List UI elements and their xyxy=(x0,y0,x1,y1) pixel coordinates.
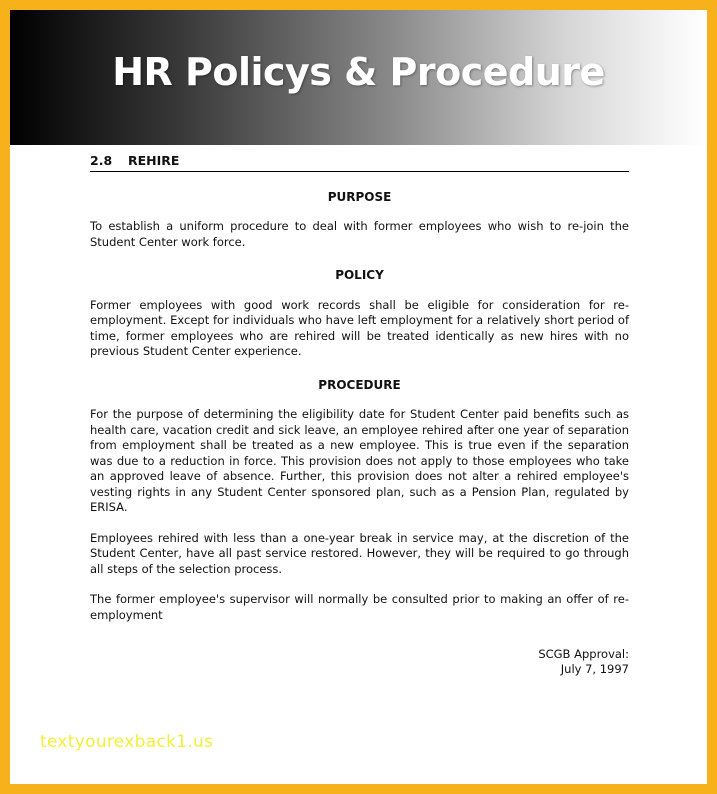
section-number: 2.8 xyxy=(90,153,113,168)
section-title: REHIRE xyxy=(128,153,180,168)
policy-text: Former employees with good work records shall be eligible for consideration for re-employment. Except for individuals who have left employment for a relatively short period of time, former employees who are rehired will be treated identically as new hires with no previous Student Center experience. xyxy=(90,297,629,358)
purpose-heading: PURPOSE xyxy=(327,189,392,204)
approval-label: SCGB Approval: xyxy=(538,647,629,661)
section-heading xyxy=(90,153,629,172)
procedure-paragraph-3: The former employee's supervisor will normally be consulted prior to making an offer of re-employment xyxy=(90,592,629,622)
approval-block xyxy=(90,647,629,677)
procedure-paragraph-2: Employees rehired with less than a one-year break in service may, at the discretion of the Student Center, have all past service restored. However, they will be required to go through all steps of the selection process. xyxy=(90,530,629,576)
approval-date: July 7, 1997 xyxy=(560,662,629,676)
procedure-paragraph-1: For the purpose of determining the eligibility date for Student Center paid benefits such as health care, vacation credit and sick leave, an employee rehired after one year of separation from employment shall be treated as a new employee. This is true even if the separation was due to a reduction in force. This provision does not apply to those employees who take an approved leave of absence. Further, this provision does not alter a rehired employee's vesting rights in any Student Center sponsored plan, such as a Pension Plan, regulated by ERISA. xyxy=(90,407,629,514)
header-banner xyxy=(10,10,707,145)
banner-title: HR Policys & Procedure xyxy=(112,50,605,94)
procedure-heading: PROCEDURE xyxy=(318,377,401,392)
document-body xyxy=(90,145,629,677)
policy-heading: POLICY xyxy=(335,268,384,282)
purpose-text: To establish a uniform procedure to deal with former employees who wish to re-join the Student Center work force. xyxy=(90,219,629,249)
watermark-text: textyourexback1.us xyxy=(40,732,214,752)
